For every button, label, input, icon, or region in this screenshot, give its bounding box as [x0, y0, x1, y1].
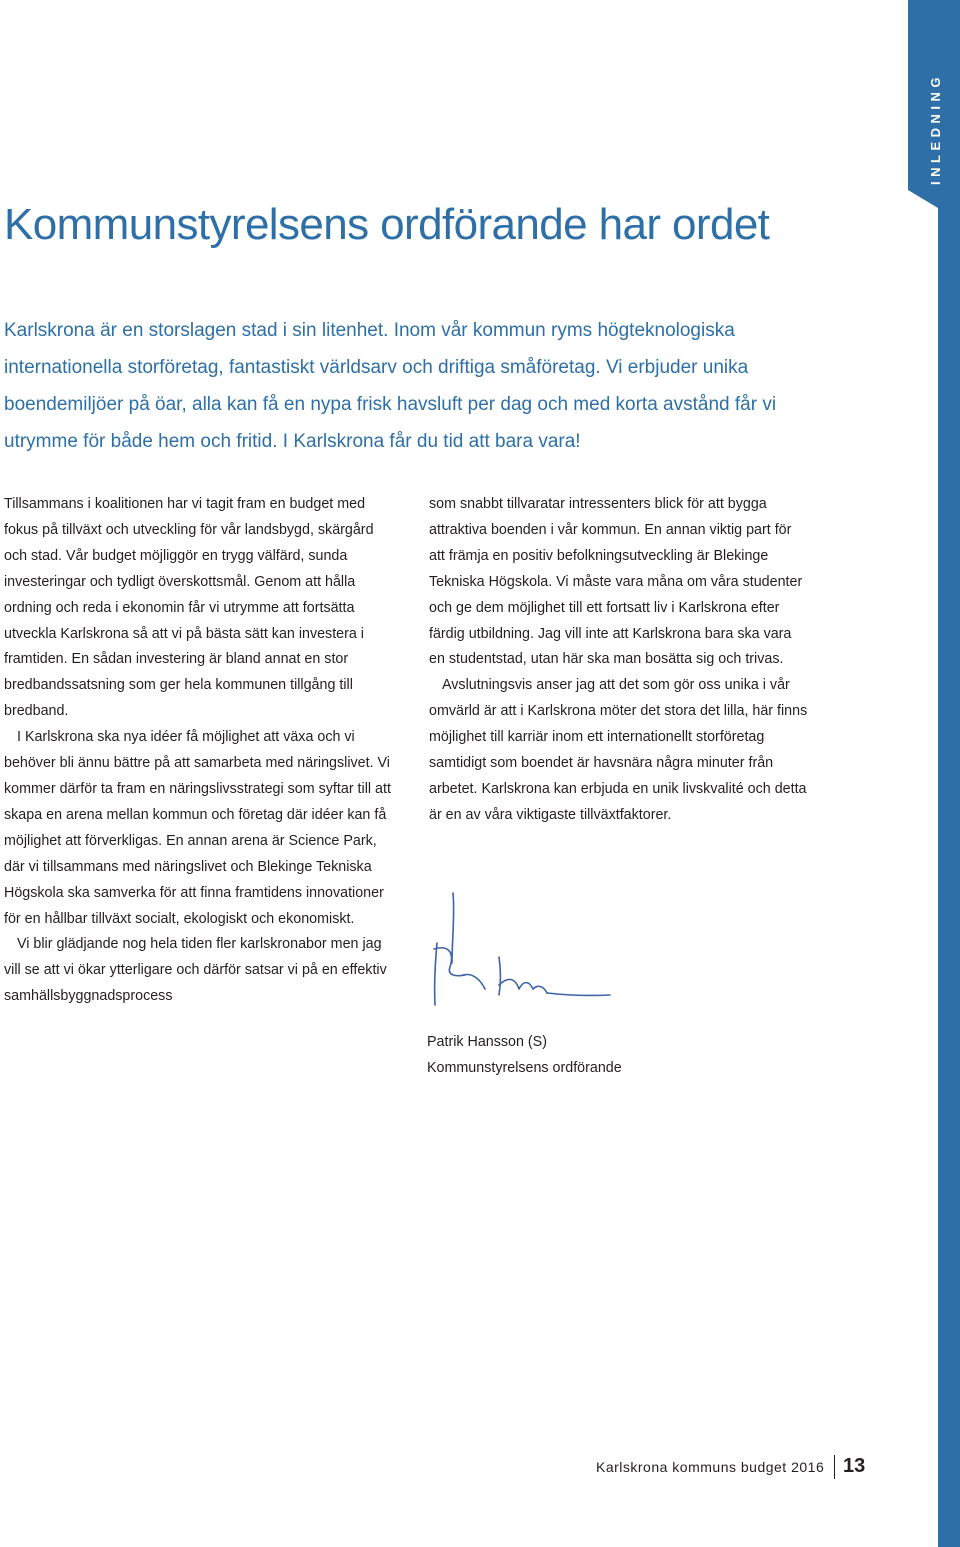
page-title: Kommunstyrelsens ordförande har ordet [4, 200, 770, 249]
body-paragraph: I Karlskrona ska nya idéer få möjlighet att växa och vi behöver bli ännu bättre på att samarbeta med näringslivet. Vi kommer därför ta fram en näringslivsstrategi som syftar till att skapa en arena mellan kommun och företag där idéer kan få möjlighet att förverkligas. En annan arena är Science Park, där vi tillsammans med näringslivet och Blekinge Tekniska Högskola ska samverka för att finna framtidens innovationer för en hållbar tillväxt socialt, ekologiskt och ekonomiskt. [4, 729, 391, 927]
footer-separator [834, 1455, 835, 1479]
signature-image [425, 885, 620, 1013]
page-number: 13 [843, 1455, 866, 1477]
signer-name: Patrik Hansson (S) [427, 1034, 547, 1050]
body-paragraph: som snabbt tillvaratar intressenters blick för att bygga attraktiva boenden i vår kommun. En annan viktig part för att främja en positiv befolkningsutveckling är Blekinge Tekniska Högskola. Vi måste vara måna om våra studenter och ge dem möjlighet till ett fortsatt liv i Karlskrona efter färdig utbildning. Jag vill inte att Karlskrona bara ska vara en studentstad, utan här ska man bosätta sig och trivas. [429, 496, 803, 668]
signer-role: Kommunstyrelsens ordförande [427, 1060, 622, 1076]
page-edge-band [938, 0, 960, 1547]
section-tab-notch [908, 190, 938, 208]
body-paragraph: Tillsammans i koalitionen har vi tagit fram en budget med fokus på tillväxt och utveckling för vår landsbygd, skärgård och stad. Vår budget möjliggör en trygg välfärd, sunda investeringar och tydligt överskottsmål. Genom att hålla ordning och reda i ekonomin får vi utrymme att fortsätta utveckla Karlskrona så att vi på bästa sätt kan investera i framtiden. En sådan investering är bland annat en stor bredbandssatsning som ger hela kommunen tillgång till bredband. [4, 496, 374, 720]
section-tab-label: INLEDNING [928, 73, 943, 185]
left-column [4, 492, 396, 1010]
footer-document-title: Karlskrona kommuns budget 2016 [596, 1459, 825, 1475]
body-paragraph: Vi blir glädjande nog hela tiden fler karlskronabor men jag vill se att vi ökar ytterligare och därför satsar vi på en effektiv samhällsbyggnadsprocess [4, 936, 387, 1005]
intro-paragraph: Karlskrona är en storslagen stad i sin litenhet. Inom vår kommun ryms högteknologiska internationella storföretag, fantastiskt världsarv och driftiga småföretag. Vi erbjuder unika boendemiljöer på öar, alla kan få en nypa frisk havsluft per dag och med korta avstånd får vi utrymme för både hem och fritid. I Karlskrona får du tid att bara vara! [4, 320, 777, 452]
body-paragraph: Avslutningsvis anser jag att det som gör oss unika i vår omvärld är att i Karlskrona möter det stora det lilla, här finns möjlighet till karriär inom ett internationellt storföretag samtidigt som boendet är havsnära några minuter från arbetet. Karlskrona kan erbjuda en unik livskvalité och detta är en av våra viktigaste tillväxtfaktorer. [429, 677, 808, 823]
right-column [429, 492, 809, 829]
